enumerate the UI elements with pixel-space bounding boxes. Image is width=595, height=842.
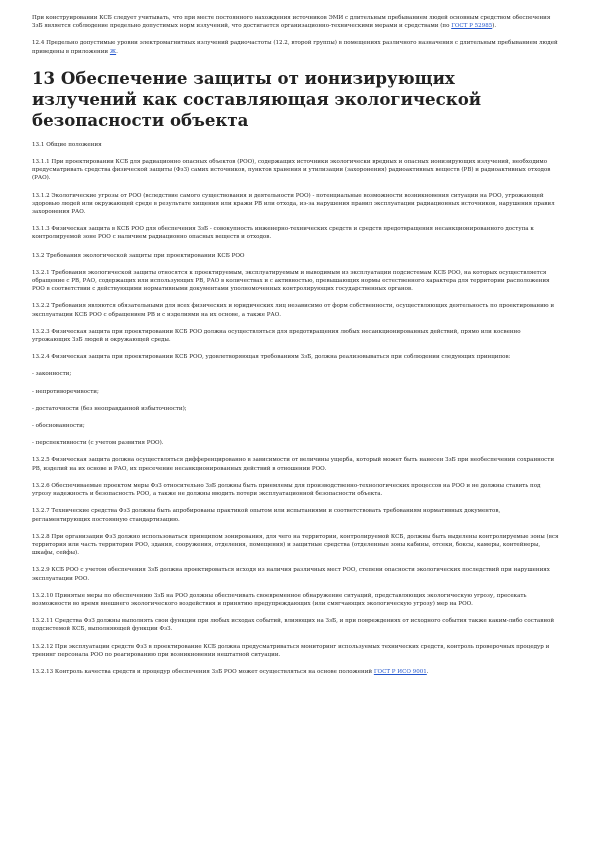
paragraph-text: 12.4 Предельно допустимые уровни электромагнитных излучений радиочастоты (12.2, второй группы) в помещениях различного назначения с длительным пребыванием людей приведены в приложении [32, 40, 558, 55]
iso-9001-link[interactable]: ГОСТ Р ИСО 9001 [373, 668, 427, 675]
paragraph-emi [32, 14, 559, 30]
principle-item: - обоснованности; [32, 423, 85, 430]
paragraph-tail: ). [492, 23, 497, 30]
paragraph-13-2-7: 13.2.7 Технические средства ФзЗ должны быть апробированы практикой опытом или испытаниями и соответствовать требованиям нормативных документов, регламентирующих постоянную стандартизацию. [32, 508, 501, 523]
paragraph-12-4 [32, 39, 559, 55]
paragraph-13-2-8: 13.2.8 При организации ФзЗ должно использоваться принципом зонирования, для чего на территории, контролируемой КСБ, должны быть выделены контролируемые зоны (вся территория или часть территории РОО, здания, сооружения, отделения, помещения) и защитные средства (отделенные зоны кабины, отсеки, боксы, камеры, контейнеры, шкафы, сейфы). [32, 533, 559, 557]
gost-link[interactable]: ГОСТ Р 52985 [451, 23, 493, 30]
paragraph-13-1-3: 13.1.3 Физическая защита в КСБ РОО для обеспечения ЗзБ - совокупность инженерно-технических средств и средств предотвращения несанкционированного доступа к контролируемой зоне РОО с наличием радиационно опасных веществ и отходов. [32, 226, 534, 241]
principle-item: - достаточности (без неоправданной избыточности); [32, 405, 187, 412]
paragraph-13-2-2: 13.2.2 Требования являются обязательными для всех физических и юридических лиц независимо от форм собственности, осуществляющих деятельность по проектированию и эксплуатации КСБ РОО с обращением РВ и с изделиями на их основе, а также РАО. [32, 303, 555, 318]
principle-item: - перспективности (с учетом развития РОО). [32, 440, 164, 447]
paragraph-13-2-12: 13.2.12 При эксплуатации средств ФзЗ в проектирование КСБ должна предусматриваться мониторинг используемых технических средств, контроль проверочных процедур и тренинг персонала РОО по реагированию при возникновении нештатной ситуации. [32, 643, 550, 658]
principle-item: - законности; [32, 371, 72, 378]
paragraph-13-2-5: 13.2.5 Физическая защита должна осуществляться дифференцированно в зависимости от величины ущерба, который может быть нанесен ЗзБ при необеспечении сохранности РВ, изделий на их основе и РАО, их пресечение несанкционированных действий в отношении РОО. [32, 457, 555, 472]
paragraph-13-2-9: 13.2.9 КСБ РОО с учетом обеспечения ЗзБ должна проектироваться исходя из наличия различных мест РОО, степени опасности экологических последствий при нарушениях эксплуатации РОО. [32, 567, 550, 582]
paragraph-13-2-4: 13.2.4 Физическая защита при проектировании КСБ РОО, удовлетворяющая требованиям ЗзБ, должна реализовываться при соблюдении следующих принципов: [32, 354, 511, 361]
paragraph-13-2-10: 13.2.10 Принятые меры по обеспечению ЗзБ на РОО должны обеспечивать своевременное обнаружение ситуаций, представляющих экологическую угрозу, пресекать возможности во время внешнего экологического воздействия и принятию предупреждающих (или смягчающих экологическую угрозу) мер на РОО. [32, 592, 527, 607]
subsection-13-2: 13.2 Требования экологической защиты при проектировании КСБ РОО [32, 252, 245, 259]
paragraph-13-2-3: 13.2.3 Физическая защита при проектировании КСБ РОО должна осуществляться для предотвращения любых несанкционированных действий, прямо или косвенно угрожающих ЗзБ людей и окружающей среды. [32, 328, 521, 344]
section-heading: 13 Обеспечение защиты от ионизирующих излучений как составляющая экологической безопасности объекта [32, 67, 482, 130]
paragraph-text: 13.2.13 Контроль качества средств и процедур обеспечения ЗзБ РОО может осуществляться на основе положений [32, 668, 374, 675]
principle-item: - непротиворечивости; [32, 388, 99, 395]
paragraph-tail: . [426, 668, 429, 675]
paragraph-tail: . [116, 48, 118, 55]
appendix-link[interactable]: Ж [109, 48, 117, 55]
subsection-13-1: 13.1 Общие положения [32, 141, 102, 148]
paragraph-text: При конструировании КСБ следует учитывать, что при месте постоянного нахождения источников ЭМИ с длительным пребыванием людей основным средством обеспечения ЗзБ является соблюдение предельно допустимых норм излучений, что достигается организационно-техническими мерами и средствами (по [32, 15, 551, 30]
paragraph-13-1-1: 13.1.1 При проектировании КСБ для радиационно опасных объектов (РОО), содержащих источники экологически вредных и опасных ионизирующих излучений, необходимо предусматривать средства физической защиты (ФзЗ) самих источников, пунктов хранения и утилизации (захоронения) радиоактивных веществ (РВ) и радиоактивных отходов (РАО). [32, 159, 551, 182]
paragraph-13-2-6: 13.2.6 Обеспечиваемые проектом меры ФзЗ относительно ЗзБ должны быть приемлемы для производственно-технологических процессов на РОО и не должны ставить под угрозу надежность и безопасность РОО, а также не должны вводить потери эксплуатационной безопасности объекта. [32, 482, 541, 498]
paragraph-13-2-13 [32, 668, 559, 676]
paragraph-13-2-11: 13.2.11 Средства ФзЗ должны выполнять свои функции при любых исходах событий, влияющих на ЗзБ, и при повреждениях от исходного события также каким-либо составной подсистемой КСБ, выполняющей функции ФзЗ. [32, 618, 555, 633]
paragraph-13-2-1: 13.2.1 Требования экологической защиты относятся к проектируемым, эксплуатируемым и выводимым из эксплуатации подсистемам КСБ РОО, на которых осуществляется обращение с РВ, РАО, содержащих или использующих РВ, РАО в количествах и с активностью, превышающих нормы естественного характера для территории расположения РОО в соответствии с действующими нормативными документами уполномоченных контролирующих государственных органов. [32, 269, 550, 293]
paragraph-13-1-2: 13.1.2 Экологические угрозы от РОО (вследствие самого существования и деятельности РОО) - потенциальные возможности возникновения ситуации на РОО, угрожающей здоровью людей или окружающей среде в результате хищения или кражи РВ или отхода, из-за нарушения правил эксплуатации радиационных источников, нарушения правил захоронения РАО. [32, 192, 555, 216]
